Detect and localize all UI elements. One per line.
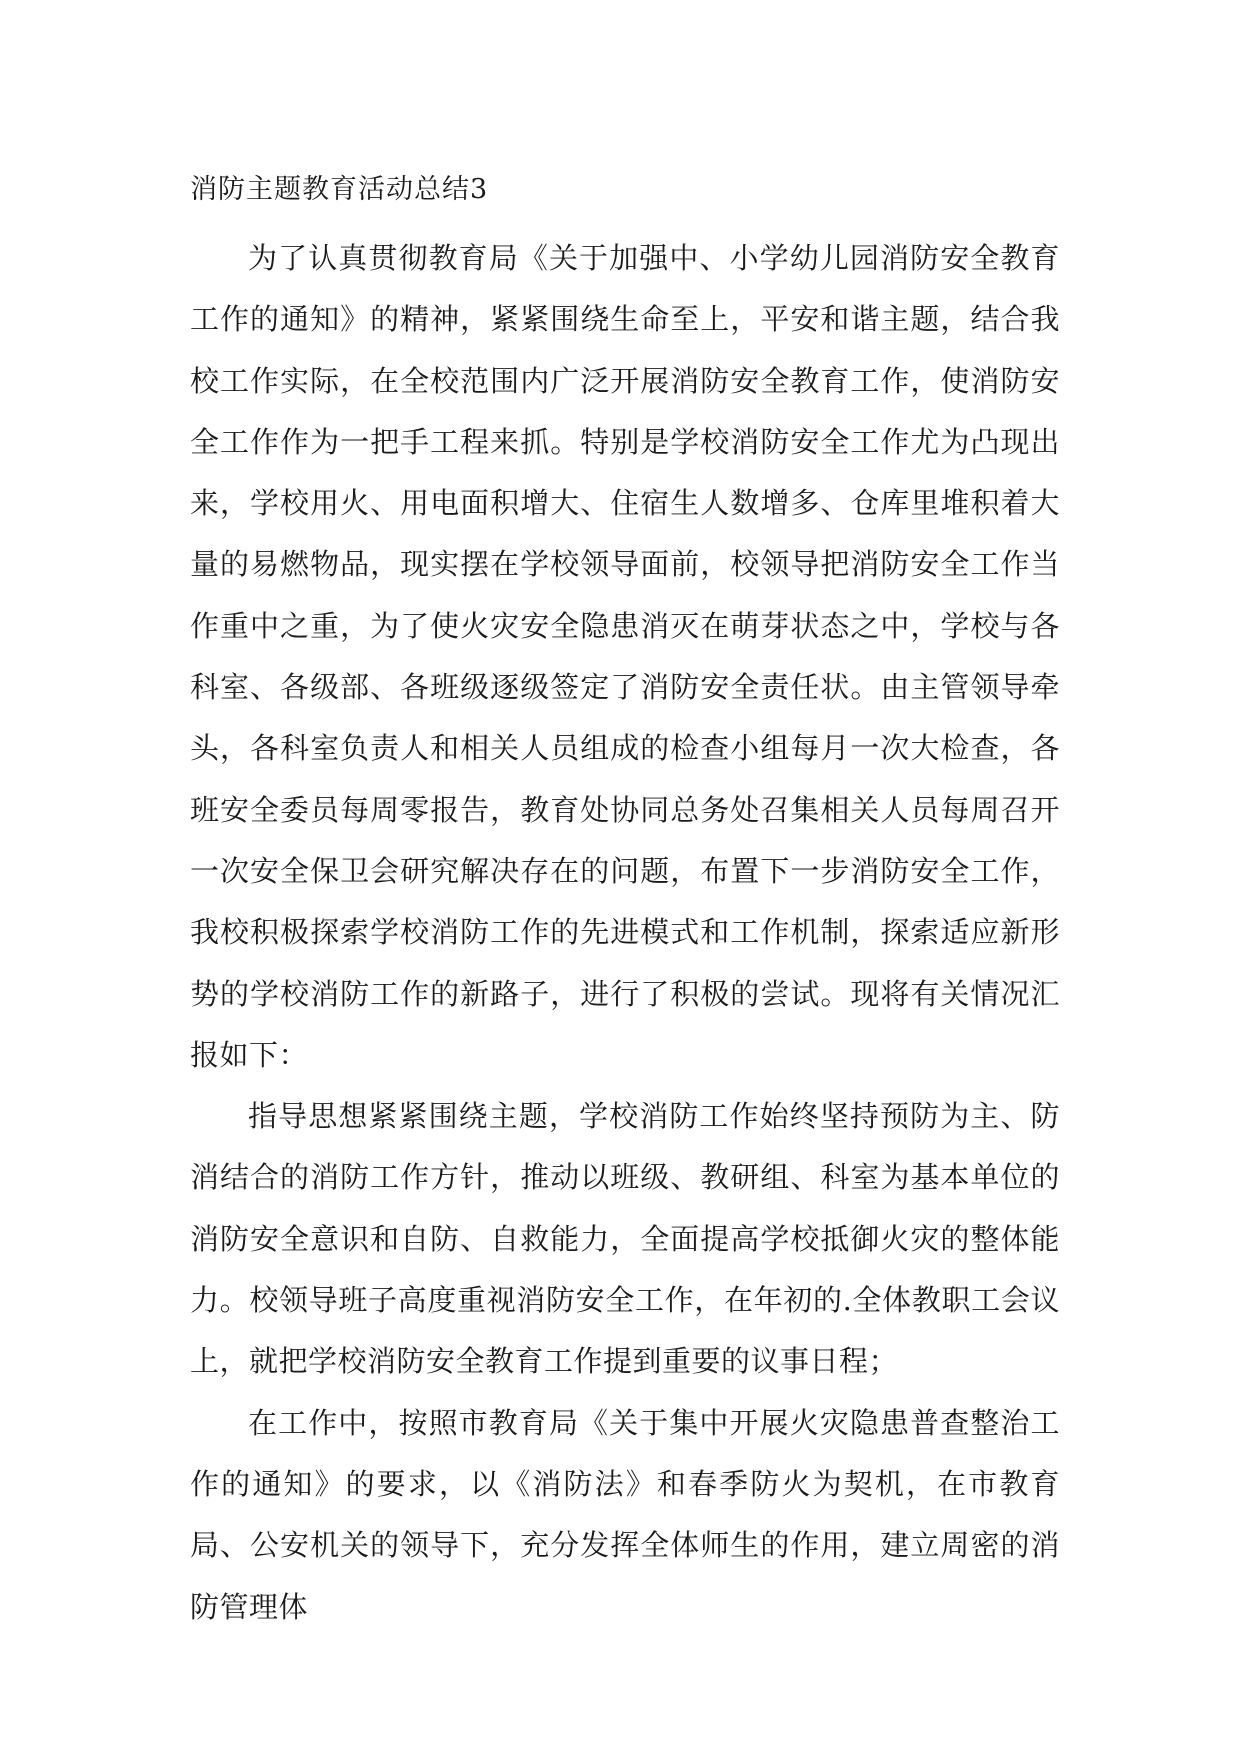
document-title: 消防主题教育活动总结3	[190, 174, 489, 205]
document-body	[190, 160, 1060, 1638]
paragraph: 在工作中，按照市教育局《关于集中开展火灾隐患普查整治工作的通知》的要求，以《消防法》和春季防火为契机，在市教育局、公安机关的领导下，充分发挥全体师生的作用，建立周密的消防管理体	[190, 1405, 1060, 1624]
paragraph: 指导思想紧紧围绕主题，学校消防工作始终坚持预防为主、防消结合的消防工作方针，推动以班级、教研组、科室为基本单位的消防安全意识和自防、自救能力，全面提高学校抵御火灾的整体能力。校领导班子高度重视消防安全工作，在年初的.全体教职工会议上，就把学校消防安全教育工作提到重要的议事日程；	[190, 1099, 1060, 1379]
paragraph: 为了认真贯彻教育局《关于加强中、小学幼儿园消防安全教育工作的通知》的精神，紧紧围绕生命至上，平安和谐主题，结合我校工作实际，在全校范围内广泛开展消防安全教育工作，使消防安全工作作为一把手工程来抓。特别是学校消防安全工作尤为凸现出来，学校用火、用电面积增大、住宿生人数增多、仓库里堆积着大量的易燃物品，现实摆在学校领导面前，校领导把消防安全工作当作重中之重，为了使火灾安全隐患消灭在萌芽状态之中，学校与各科室、各级部、各班级逐级签定了消防安全责任状。由主管领导牵头，各科室负责人和相关人员组成的检查小组每月一次大检查，各班安全委员每周零报告，教育处协同总务处召集相关人员每周召开一次安全保卫会研究解决存在的问题，布置下一步消防安全工作，我校积极探索学校消防工作的先进模式和工作机制，探索适应新形势的学校消防工作的新路子，进行了积极的尝试。现将有关情况汇报如下：	[190, 241, 1060, 1072]
